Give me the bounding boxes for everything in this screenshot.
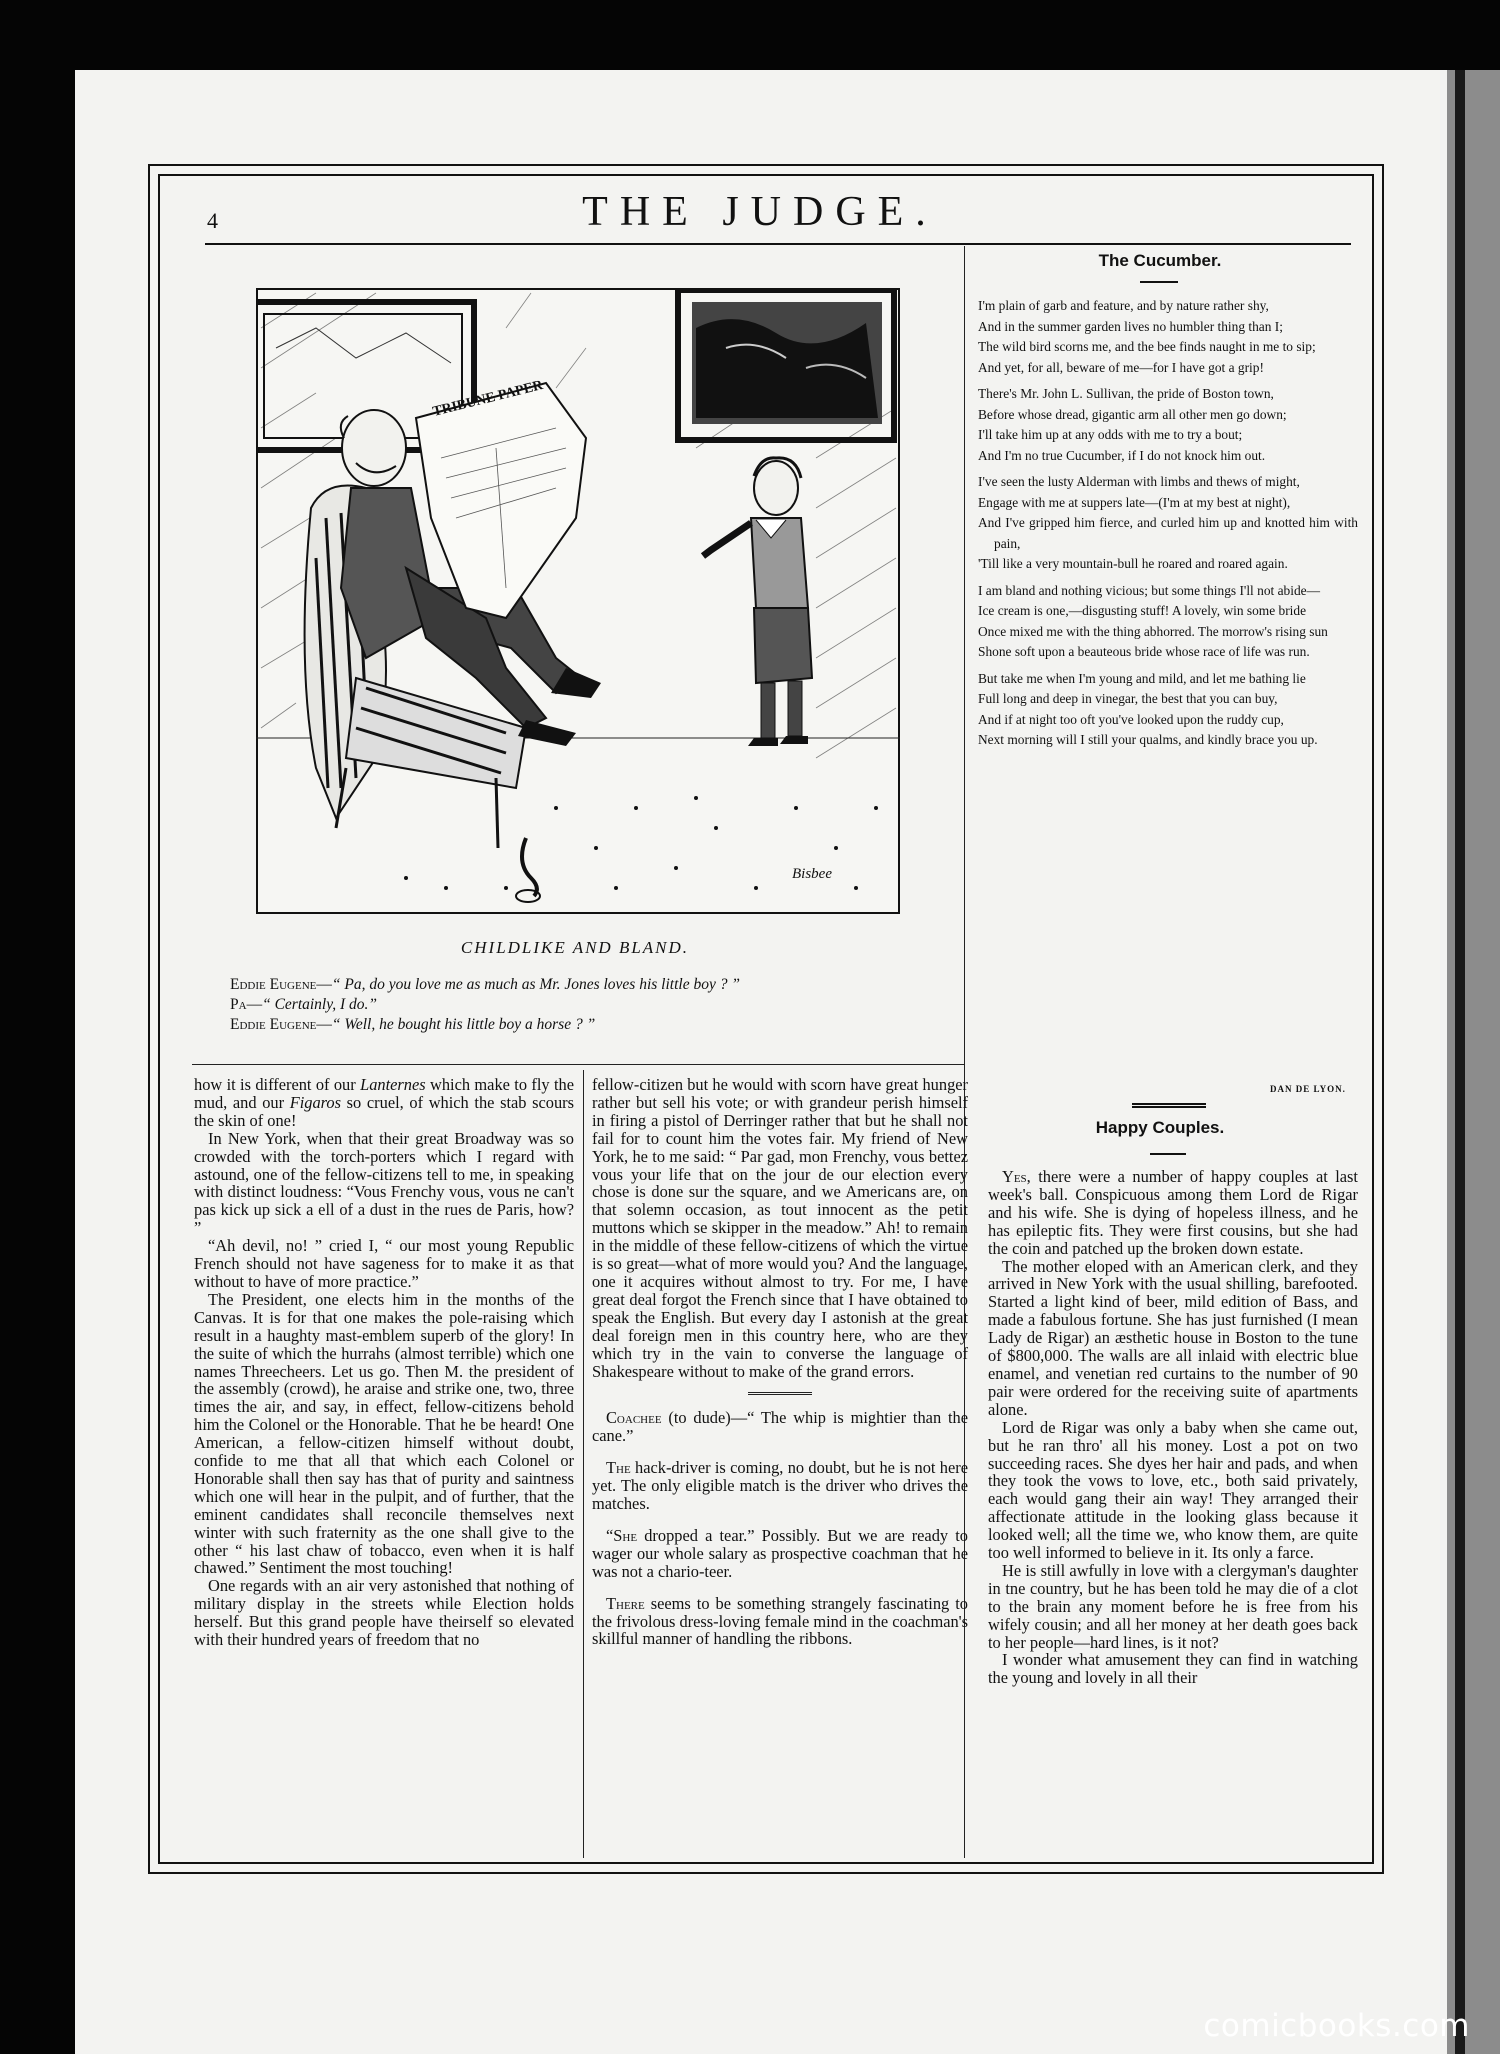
article-column-middle <box>592 1076 968 1648</box>
article-paragraph: how it is different of our Lanternes which make to fly the mud, and our Figaros so cruel, of which the stab scours the skin of one! <box>194 1075 574 1130</box>
caption-line-3 <box>230 1016 595 1034</box>
poem-stanza <box>978 384 1358 466</box>
page-number: 4 <box>207 208 218 233</box>
masthead-rule <box>205 243 1351 245</box>
column-rule-middle <box>583 1070 584 1858</box>
italic-term: Lanternes <box>360 1075 426 1094</box>
poem-line: And I've gripped him fierce, and curled him up and knotted him with pain, <box>978 515 1358 551</box>
poem-line: And if at night too oft you've looked upon the ruddy cup, <box>978 711 1284 727</box>
poem-line: I'll take him up at any odds with me to try a bout; <box>978 427 1243 442</box>
poem-line: There's Mr. John L. Sullivan, the pride of Boston town, <box>978 386 1274 401</box>
poem-line: Ice cream is one,—disgusting stuff! A lovely, win some bride <box>978 603 1307 618</box>
happy-couples-title-rule <box>1150 1153 1186 1155</box>
joke-item: The hack-driver is coming, no doubt, but he is not here yet. The only eligible match is the driver who drives the matches. <box>592 1458 968 1514</box>
article-paragraph: Lord de Rigar was only a baby when she came out, but he ran thro' all his money. Lost a pot on two succeeding races. She dyes her hair and pads, and when they took the vows to love, etc., both said privately, each would gang their ain way! They arranged their affectionate attitude in the looking glass because it looked well; all the time we, who know them, are quite too well informed to believe in it. Its only a farce. <box>988 1417 1358 1563</box>
article-paragraph: In New York, when that their great Broadway was so crowded with the torch-porters which I regard with astound, one of the fellow-citizens tell to me, in speaking with distinct loudness: “Vous Frenchy vous, vous ne can't pas kick up sick a ell of a dust in the rues de Paris, how? ” <box>194 1128 574 1238</box>
masthead-title: THE JUDGE. <box>582 189 938 235</box>
caption-line-1 <box>230 976 740 994</box>
poem-line: Full long and deep in vinegar, the best that you can buy, <box>978 691 1278 706</box>
newspaper-masthead: TRIBUNE PAPER <box>431 378 545 420</box>
artist-signature: Bisbee <box>792 866 832 882</box>
poem-line: And in the summer garden lives no humbler thing than I; <box>978 318 1283 334</box>
poem-body <box>978 296 1358 757</box>
joke-item: There seems to be something strangely fascinating to the frivolous dress-loving female mind in the coachman's skillful manner of handling the ribbons. <box>592 1593 968 1649</box>
poem-line: And yet, for all, beware of me—for I have got a grip! <box>978 359 1264 375</box>
poem-stanza <box>978 296 1358 378</box>
illustration-childlike-and-bland <box>256 288 900 914</box>
speaker-quote: “ Certainly, I do.” <box>262 996 378 1013</box>
italic-term: Figaros <box>289 1092 342 1112</box>
speaker-name: Eddie Eugene— <box>230 976 332 993</box>
poem-line: And I'm no true Cucumber, if I do not knock him out. <box>978 447 1266 463</box>
poem-title-rule <box>1140 281 1178 283</box>
poem-line: 'Till like a very mountain-bull he roared and roared again. <box>978 556 1288 571</box>
article-paragraph: The President, one elects him in the months of the Canvas. It is for that one makes the pole-raising which result in a haughty mast-emblem superb of the glory! In the suite of which the hurrahs (almost terrible) which one names Threecheers. Let us go. Then M. the president of the assembly (crowd), he araise and strike one, two, three times the air, and say, in effect, fellow-citizens behold him the Colonel or the Honorable. That he be heard! One American, a fellow-citizen himself without doubt, confide to me that all that which each Colonel or Honorable shall then say has that of purity and saintness which one will hear in the pulpit, and of further, that the eminent candidates shall reconcile themselves next winter with such fraternity as the one shall give to the other “ his last chaw of tobacco, even when it is half chawed.” Sentiment the most touching! <box>194 1289 574 1578</box>
speaker-quote: “ Pa, do you love me as much as Mr. Jones loves his little boy ? ” <box>331 976 740 993</box>
speaker-name: Pa— <box>230 996 263 1013</box>
poem-line: I am bland and nothing vicious; but some things I'll not abide— <box>978 582 1320 598</box>
speaker-name: Eddie Eugene— <box>230 1016 332 1033</box>
poem-stanza <box>978 472 1358 575</box>
poem-line: Shone soft upon a beauteous bride whose race of life was run. <box>978 644 1310 659</box>
poem-line: The wild bird scorns me, and the bee finds naught in me to sip; <box>978 339 1316 354</box>
right-picture-frame <box>678 290 894 440</box>
article-paragraph: I wonder what amusement they can find in watching the young and lovely in all their <box>988 1650 1358 1688</box>
poem-line: But take me when I'm young and mild, and let me bathing lie <box>978 670 1306 686</box>
article-paragraph: fellow-citizen but he would with scorn have great hunger rather but sell his vote; or with grandeur perish himself in firing a pistol of Derringer rather that but he shall not fail for to count him the votes fair. My friend of New York, he to me said: “ Par gad, mon Frenchy, vous bettez vous your life that on the jour de our election every chose is done sur the square, and we Americans are, on that solemn occasion, as tout innocent as the petit muttons which se skipper in the meadow.” Ah! to remain in the middle of these fellow-citizens of which the virtue is so great—what of more would you? And the language, one it acquires without almost to try. For me, I have great deal forgot the French since that I have obtained to speak the English. But every day I astonish at the great deal foreign men in this country here, who are they which try in the vain to converse the language of Shakespeare without to make of the grand errors. <box>592 1075 968 1381</box>
section-double-rule <box>1132 1103 1206 1108</box>
caption-line-2 <box>230 996 377 1014</box>
happy-couples-article <box>988 1168 1358 1687</box>
article-paragraph: “Ah devil, no! ” cried I, “ our most young Republic French should not have sageness for to make it as that without to have of more practice.” <box>194 1236 574 1291</box>
poem-stanza <box>978 669 1358 751</box>
happy-couples-title: Happy Couples. <box>1095 1118 1225 1137</box>
poem-line: Engage with me at suppers late—(I'm at my best at night), <box>978 494 1291 510</box>
watermark: comicbooks.com <box>1203 2008 1470 2044</box>
article-paragraph: One regards with an air very astonished that nothing of military display in the streets while Election holds herself. But this grand people have theirself so elevated with their hundred years of freedom that no <box>194 1576 574 1650</box>
poem-line: I'm plain of garb and feature, and by nature rather shy, <box>978 298 1269 313</box>
illustration-bottom-rule <box>192 1064 964 1065</box>
caption-title: CHILDLIKE AND BLAND. <box>460 938 690 957</box>
poem-line: Next morning will I still your qualms, and kindly brace you up. <box>978 732 1318 747</box>
article-paragraph: He is still awfully in love with a clergyman's daughter in tne country, but he has been told he may die of a clot to the brain any moment before he is free from his wifely cousin; and all her money at her death goes back to her people—hard lines, is it not? <box>988 1560 1358 1652</box>
poem-author: DAN DE LYON. <box>1270 1084 1346 1094</box>
poem-title: The Cucumber. <box>1098 251 1222 270</box>
poem-stanza <box>978 581 1358 663</box>
joke-item: “She dropped a tear.” Possibly. But we are ready to wager our whole salary as prospective coachman that he was not a chario-teer. <box>592 1525 968 1581</box>
article-column-left <box>194 1076 574 1649</box>
section-divider <box>748 1392 812 1395</box>
poem-line: Once mixed me with the thing abhorred. The morrow's rising sun <box>978 623 1328 639</box>
poem-line: Before whose dread, gigantic arm all other men go down; <box>978 406 1287 422</box>
article-paragraph: The mother eloped with an American clerk, and they arrived in New York with the usual shilling, barefooted. Started a light kind of beer, mild edition of Bass, and made a fabulous fortune. She has just furnished (I mean Lady de Rigar) an æsthetic house in Boston to the tune of $800,000. The walls are all inlaid with electric blue enamel, and venetian red curtains to the number of 90 pair were ordered for the receiving suite of apartments alone. <box>988 1256 1358 1419</box>
binding-edge <box>1447 70 1500 2054</box>
speaker-quote: “ Well, he bought his little boy a horse ? ” <box>331 1016 596 1033</box>
article-paragraph: Yes, there were a number of happy couples at last week's ball. Conspicuous among them Lord de Rigar and his wife. She is dying of hopeless illness, and he has epileptic fits. They were first cousins, but she had the coin and patched up the broken down estate. <box>988 1167 1358 1258</box>
poem-line: I've seen the lusty Alderman with limbs and thews of might, <box>978 474 1300 489</box>
joke-item: Coachee (to dude)—“ The whip is mightier than the cane.” <box>592 1408 968 1446</box>
